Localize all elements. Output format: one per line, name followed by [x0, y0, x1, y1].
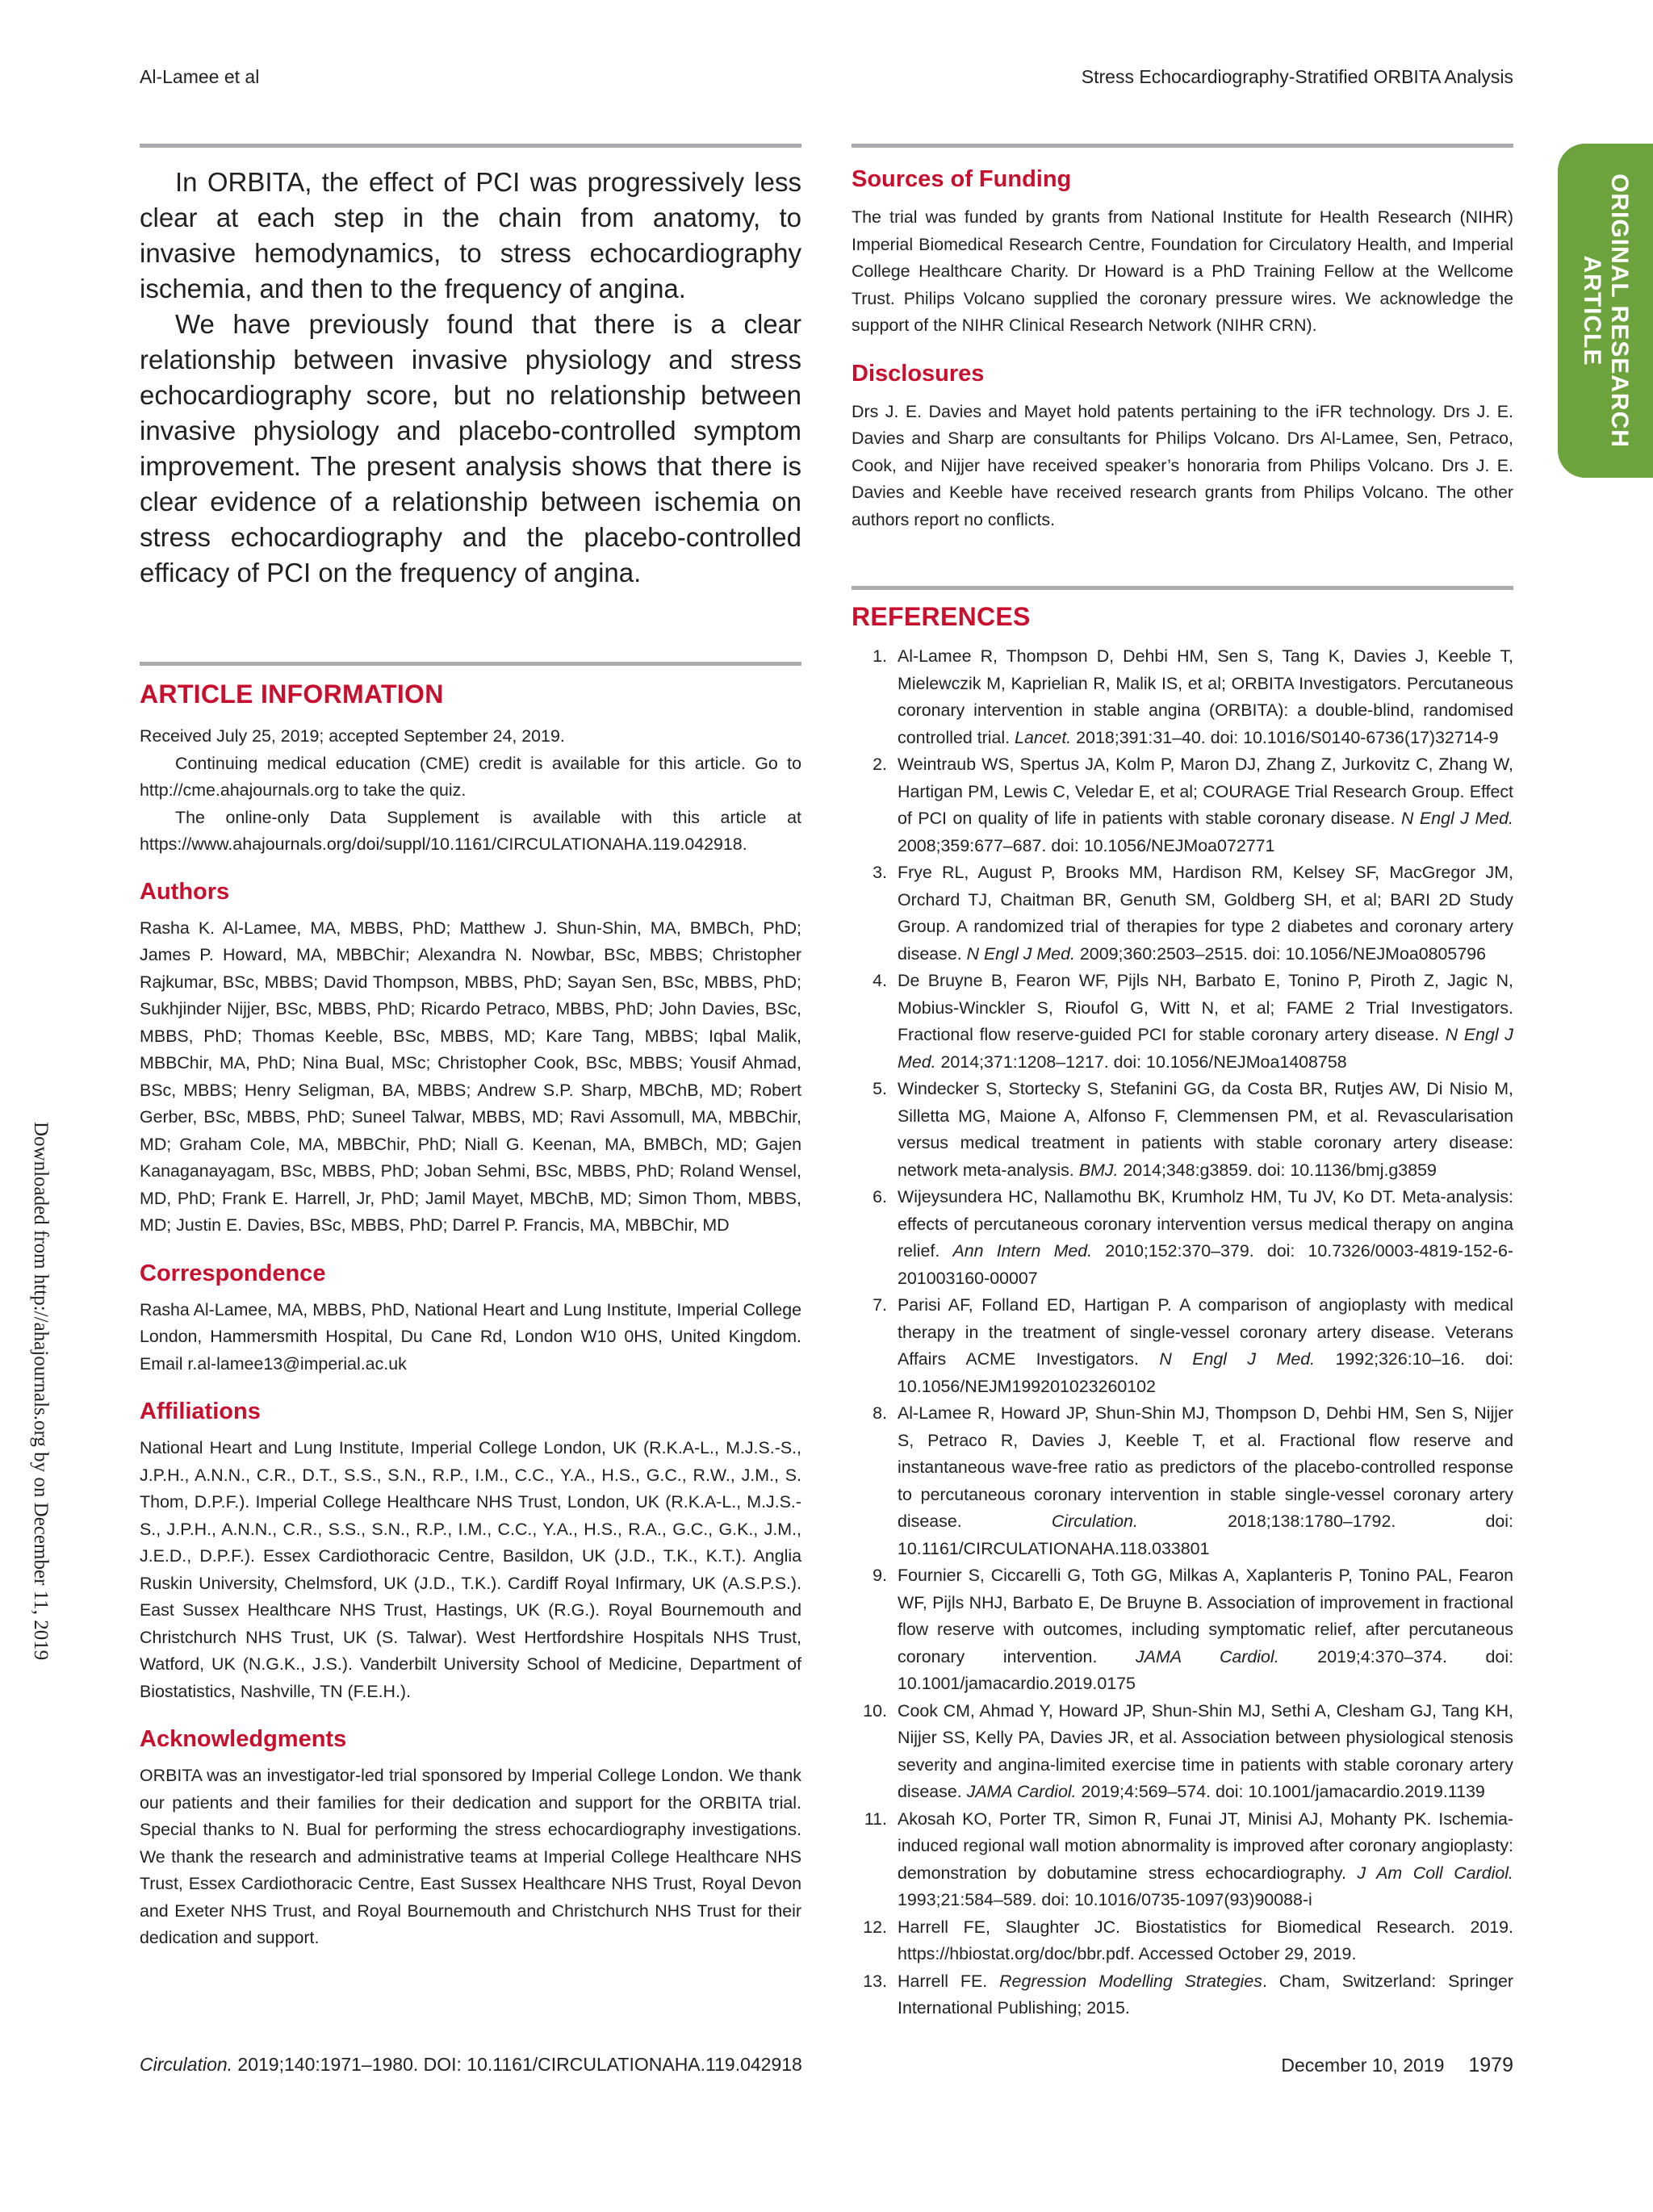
reference-text: Weintraub WS, Spertus JA, Kolm P, Maron DJ, Zhang Z, Jurkovitz C, Zhang W, Hartigan PM, Lewis C, Veledar E, et al; COURAGE Trial Research Group. Effect of PCI on quality of life in patients with stable coronary disease. [898, 755, 1513, 828]
article-type-tab [1558, 144, 1653, 478]
article-type-line2: ARTICLE [1579, 255, 1605, 366]
reference-journal: JAMA Cardiol. [966, 1782, 1077, 1801]
reference-text: Harrell FE, Slaughter JC. Biostatistics for Biomedical Research. 2019. https://hbiostat.org/doc/bbr.pdf. Accessed October 29, 2019. [898, 1917, 1513, 1963]
reference-text: Cook CM, Ahmad Y, Howard JP, Shun-Shin MJ, Sethi A, Clesham GJ, Tang KH, Nijjer SS, Kelly PA, Davies JR, et al. Association between physiological stenosis severity and angina-limited exercise time in patients with stable coronary artery disease. [898, 1700, 1513, 1801]
reference-item [852, 1562, 1513, 1698]
cme-note: Continuing medical education (CME) credit is available for this article. Go to http://cme.ahajournals.org to take the quiz. [140, 753, 801, 800]
reference-number: 4. [873, 971, 887, 990]
funding-text: The trial was funded by grants from National Institute for Health Research (NIHR) Imperial Biomedical Research Centre, Foundation for Circulatory Health, and Imperial College Healthcare Charity. Dr Howard is a PhD Training Fellow at the Wellcome Trust. Philips Volcano supplied the coronary pressure wires. We acknowledge the support of the NIHR Clinical Research Network (NIHR CRN). [852, 207, 1513, 335]
reference-item [852, 1806, 1513, 1914]
reference-number: 5. [873, 1079, 887, 1098]
reference-item [852, 968, 1513, 1076]
reference-journal: J Am Coll Cardiol. [1357, 1863, 1513, 1883]
reference-number: 3. [873, 863, 887, 882]
article-information-section [140, 679, 801, 1952]
references-rule [852, 586, 1513, 590]
reference-journal: Circulation. [1051, 1512, 1138, 1531]
reference-details: 2014;348:g3859. doi: 10.1136/bmj.g3859 [1118, 1160, 1437, 1180]
reference-item [852, 859, 1513, 968]
article-information-heading: ARTICLE INFORMATION [140, 679, 444, 709]
reference-details: 2009;360:2503–2515. doi: 10.1056/NEJMoa0805796 [1074, 943, 1487, 964]
reference-text: Al-Lamee R, Thompson D, Dehbi HM, Sen S, Tang K, Davies J, Keeble T, Mielewczik M, Kaprielian R, Malik IS, et al; ORBITA Investigators. Percutaneous coronary intervention in stable angina (ORBITA): a double-blind, randomised controlled trial. [898, 646, 1513, 747]
reference-number: 10. [863, 1700, 887, 1721]
reference-text: Parisi AF, Folland ED, Hartigan P. A comparison of angioplasty with medical therapy in the treatment of single-vessel coronary artery disease. Veterans Affairs ACME Investigators. [898, 1295, 1513, 1369]
body-paragraph-2: We have previously found that there is a clear relationship between invasive physiology and stress echocardiography score, but no relationship between invasive physiology and placebo-controlled symptom improvement. The present analysis shows that there is clear evidence of a relationship between ischemia on stress echocardiography and the placebo-controlled efficacy of PCI on the frequency of angina. [140, 309, 801, 587]
footer-right [1281, 2054, 1513, 2077]
reference-number: 13. [863, 1971, 887, 1991]
reference-details: 2019;4:370–374. doi: 10.1001/jamacardio.2019.0175 [898, 1646, 1514, 1693]
reference-item [852, 1968, 1513, 2022]
reference-item [852, 751, 1513, 859]
reference-item [852, 1292, 1513, 1400]
reference-details: 2018;391:31–40. doi: 10.1016/S0140-6736(17)32714-9 [1071, 727, 1499, 747]
acknowledgments-heading: Acknowledgments [140, 1726, 347, 1752]
reference-number: 6. [873, 1187, 887, 1206]
reference-item [852, 1914, 1513, 1968]
reference-journal: Lancet. [1015, 727, 1072, 747]
reference-text: Windecker S, Stortecky S, Stefanini GG, da Costa BR, Rutjes AW, Di Nisio M, Silletta MG, Maione A, Alfonso F, Clemmensen PM, et al. Revascularisation versus medical treatment in patients with stable coronary artery disease: network meta-analysis. [898, 1079, 1513, 1180]
footer-citation [140, 2054, 802, 2076]
affiliations-text: National Heart and Lung Institute, Imperial College London, UK (R.K.A-L., M.J.S.-S., J.P.H., A.N.N., C.R., D.T., S.S., S.N., R.P., I.M., C.C., Y.A., H.S., G.C., R.W., J.M., S. Thom, D.P.F.). Imperial College Healthcare NHS Trust, London, UK (R.K.A-L., M.J.S.-S., J.P.H., A.N.N., C.R., S.S., S.N., R.P., I.M., C.C., Y.A., H.S., R.A., G.C., G.K., J.M., J.E.D., D.P.F.). Essex Cardiothoracic Centre, Basildon, UK (J.D., T.K., K.T.). Anglia Ruskin University, Chelmsford, UK (J.D., T.K.). Cardiff Royal Infirmary, UK (A.S.P.S.). East Sussex Healthcare NHS Trust, Hastings, UK (R.G.). Royal Bournemouth and Christchurch NHS Trust, UK (S. Talwar). West Hertfordshire Hospitals NHS Trust, Watford, UK (N.G.K., J.S.). Vanderbilt University School of Medicine, Department of Biostatistics, Nashville, TN (F.E.H.). [140, 1438, 801, 1701]
reference-text: Wijeysundera HC, Nallamothu BK, Krumholz HM, Tu JV, Ko DT. Meta-analysis: effects of percutaneous coronary intervention versus medical therapy on angina relief. [898, 1187, 1513, 1261]
reference-item [852, 1400, 1513, 1562]
reference-number: 9. [873, 1566, 887, 1585]
reference-number: 1. [873, 646, 887, 666]
reference-number: 2. [873, 755, 887, 774]
reference-item [852, 1698, 1513, 1806]
running-header-authors: Al-Lamee et al [140, 66, 260, 87]
reference-journal: Ann Intern Med. [952, 1241, 1093, 1261]
article-type-label [1578, 174, 1633, 448]
correspondence-text: Rasha Al-Lamee, MA, MBBS, PhD, National Heart and Lung Institute, Imperial College London, Hammersmith Hospital, Du Cane Rd, London W10 0HS, United Kingdom. Email r.al-lamee13@imperial.ac.uk [140, 1299, 801, 1374]
reference-journal: N Engl J Med. [1400, 809, 1513, 828]
reference-text: Frye RL, August P, Brooks MM, Hardison RM, Kelsey SF, MacGregor JM, Orchard TJ, Chaitman BR, Genuth SM, Goldberg SH, et al; BARI 2D Study Group. A randomized trial of therapies for type 2 diabetes and coronary artery disease. [898, 863, 1513, 964]
footer-date: December 10, 2019 [1281, 2055, 1445, 2076]
correspondence-heading: Correspondence [140, 1260, 326, 1286]
authors-list: Rasha K. Al-Lamee, MA, MBBS, PhD; Matthew J. Shun-Shin, MA, BMBCh, PhD; James P. Howard, MA, MBBChir; Alexandra N. Nowbar, BSc, MBBS; Christopher Rajkumar, BSc, MBBS; David Thompson, MBBS, PhD; Sayan Sen, BSc, MBBS, PhD; Sukhjinder Nijjer, BSc, MBBS, PhD; Ricardo Petraco, MBBS, PhD; John Davies, BSc, MBBS, PhD; Thomas Keeble, BSc, MBBS, MD; Kare Tang, MBBS; Iqbal Malik, MBBChir, MA, PhD; Nina Bual, MSc; Christopher Cook, BSc, MBBS; Yousif Ahmad, BSc, MBBS; Henry Seligman, BA, MBBS; Andrew S.P. Sharp, MBChB, MD; Robert Gerber, BSc, MBBS, PhD; Suneel Talwar, MBBS, MD; Ravi Assomull, MA, MBBChir, MD; Graham Cole, MA, MBBChir, PhD; Niall G. Keenan, MA, BMBCh, MD; Gajen Kanaganayagam, BSc, MBBS, PhD; Joban Sehmi, BSc, MBBS, PhD; Roland Wensel, MD, PhD; Frank E. Harrell, Jr, PhD; Jamil Mayet, MBChB, MD; Simon Thom, MBBS, MD; Justin E. Davies, BSc, MBBS, PhD; Darrel P. Francis, MA, MBBChir, MD [140, 918, 801, 1235]
reference-journal: BMJ. [1078, 1160, 1119, 1180]
reference-journal: JAMA Cardiol. [1136, 1646, 1279, 1666]
reference-details: 2019;4:569–574. doi: 10.1001/jamacardio.2019.1139 [1076, 1782, 1485, 1801]
reference-journal: N Engl J Med. [966, 943, 1075, 964]
reference-journal: N Engl J Med. [898, 1025, 1514, 1072]
reference-text: Al-Lamee R, Howard JP, Shun-Shin MJ, Thompson D, Dehbi HM, Sen S, Nijjer S, Petraco R, Davies J, Keeble T, et al. Fractional flow reserve and instantaneous wave-free ratio as predictors of the placebo-controlled response to percutaneous coronary intervention in stable single-vessel coronary artery disease. [898, 1403, 1513, 1531]
received-line: Received July 25, 2019; accepted September 24, 2019. [140, 726, 565, 746]
left-top-rule [140, 144, 801, 148]
reference-journal: N Engl J Med. [1159, 1349, 1316, 1369]
reference-details: 2008;359:677–687. doi: 10.1056/NEJMoa072771 [898, 835, 1275, 855]
article-info-rule [140, 662, 801, 666]
reference-number: 12. [863, 1917, 887, 1937]
reference-number: 11. [864, 1808, 887, 1829]
supplement-note: The online-only Data Supplement is available with this article at https://www.ahajournals.org/doi/suppl/10.1161/CIRCULATIONAHA.119.042918. [140, 807, 801, 854]
references-section [852, 602, 1513, 2022]
download-note: Downloaded from http://ahajournals.org by on December 11, 2019 [30, 1122, 52, 1661]
reference-journal: Regression Modelling Strategies [999, 1971, 1262, 1991]
references-heading: REFERENCES [852, 602, 1031, 631]
footer-journal: Circulation. [140, 2054, 233, 2075]
reference-details: 1992;326:10–16. doi: 10.1056/NEJM199201023260102 [898, 1349, 1513, 1396]
references-list [852, 643, 1513, 2022]
article-type-line1: ORIGINAL RESEARCH [1606, 174, 1633, 448]
body-paragraph-1: In ORBITA, the effect of PCI was progressively less clear at each step in the chain from anatomy, to invasive hemodynamics, to stress echocardiography ischemia, and then to the frequency of angina. [140, 167, 801, 303]
reference-text: De Bruyne B, Fearon WF, Pijls NH, Barbato E, Tonino P, Piroth Z, Jagic N, Mobius-Winckler S, Rioufol G, Witt N, et al; FAME 2 Trial Investigators. Fractional flow reserve-guided PCI for stable coronary artery disease. [898, 971, 1513, 1044]
footer-doi: 2019;140:1971–1980. DOI: 10.1161/CIRCULATIONAHA.119.042918 [232, 2054, 802, 2075]
funding-disclosures-section [852, 166, 1513, 533]
reference-item [852, 1184, 1513, 1292]
reference-details: 2010;152:370–379. doi: 10.7326/0003-4819-152-6-201003160-00007 [898, 1241, 1514, 1288]
running-header-title: Stress Echocardiography-Stratified ORBITA Analysis [1081, 66, 1513, 87]
reference-details: 2014;371:1208–1217. doi: 10.1056/NEJMoa1408758 [935, 1052, 1347, 1072]
reference-text: Fournier S, Ciccarelli G, Toth GG, Milkas A, Xaplanteris P, Tonino PAL, Fearon WF, Pijls NHJ, Barbato E, De Bruyne B. Association of improvement in fractional flow reserve with outcomes, including symptomatic relief, after percutaneous coronary intervention. [898, 1566, 1513, 1666]
reference-text: Akosah KO, Porter TR, Simon R, Funai JT, Minisi AJ, Mohanty PK. Ischemia-induced regional wall motion abnormality is improved after coronary angioplasty: demonstration by dobutamine stress echocardiography. [898, 1808, 1513, 1883]
disclosures-heading: Disclosures [852, 360, 985, 387]
authors-heading: Authors [140, 878, 230, 905]
reference-item [852, 1076, 1513, 1184]
reference-details: 2018;138:1780–1792. doi: 10.1161/CIRCULATIONAHA.118.033801 [898, 1512, 1514, 1558]
page-number: 1979 [1468, 2054, 1513, 2076]
reference-number: 7. [873, 1295, 887, 1315]
reference-details: . Cham, Switzerland: Springer International Publishing; 2015. [898, 1971, 1514, 2018]
reference-number: 8. [873, 1403, 887, 1423]
disclosures-text: Drs J. E. Davies and Mayet hold patents pertaining to the iFR technology. Drs J. E. Davies and Sharp are consultants for Philips Volcano. Drs Al-Lamee, Sen, Petraco, Cook, and Nijjer have received speaker’s honoraria from Philips Volcano. Drs J. E. Davies and Keeble have received research grants from Philips Volcano. The other authors report no conflicts. [852, 401, 1513, 529]
body-text [140, 165, 801, 591]
affiliations-heading: Affiliations [140, 1399, 261, 1424]
reference-text: Harrell FE. [898, 1971, 1000, 1991]
reference-details: 1993;21:584–589. doi: 10.1016/0735-1097(93)90088-i [898, 1890, 1312, 1909]
reference-item [852, 643, 1513, 751]
acknowledgments-text: ORBITA was an investigator-led trial sponsored by Imperial College London. We thank our patients and their families for their dedication and support for the ORBITA trial. Special thanks to N. Bual for performing the stress echocardiography investigations. We thank the research and administrative teams at Imperial College Healthcare NHS Trust, Essex Cardiothoracic Centre, East Sussex Healthcare NHS Trust, Royal Devon and Exeter NHS Trust, and Royal Bournemouth and Christchurch NHS Trust for their dedication and support. [140, 1766, 801, 1947]
funding-heading: Sources of Funding [852, 166, 1072, 192]
right-top-rule [852, 144, 1513, 148]
